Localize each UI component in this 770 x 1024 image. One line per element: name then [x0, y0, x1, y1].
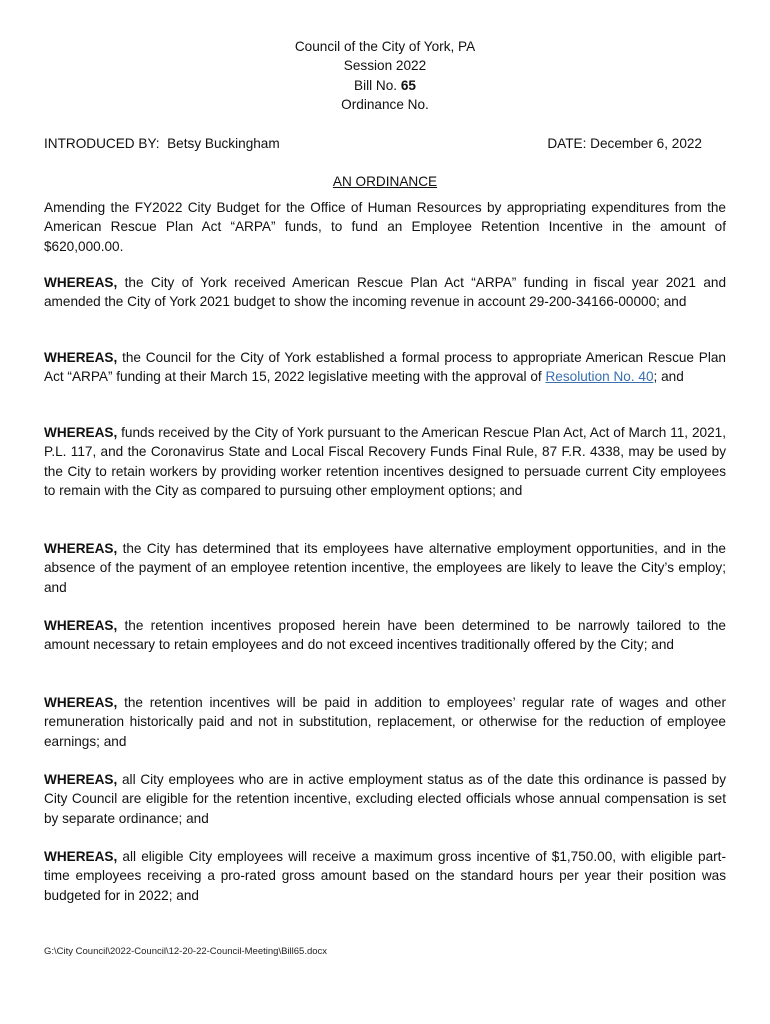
whereas-clause-7	[44, 770, 726, 828]
whereas-clause-6	[44, 693, 726, 751]
bill-prefix: Bill No.	[354, 77, 401, 93]
whereas-lead: WHEREAS,	[44, 618, 118, 633]
whereas-text: the Council for the City of York established a formal process to appropriate American Rescue Plan Act “ARPA” funding at their March 15, 2022 legislative meeting with the approval of	[44, 350, 726, 385]
whereas-text: funds received by the City of York pursuant to the American Rescue Plan Act, Act of March 11, 2021, P.L. 117, and the Coronavirus State and Local Fiscal Recovery Funds Final Rule, 87 F.R. 4338, may be used by the City to retain workers by providing worker retention incentives designed to persuade current City employees to remain with the City as compared to pursuing other employment options; and	[44, 425, 726, 498]
whereas-text: the retention incentives proposed herein have been determined to be narrowly tailored to the amount necessary to retain employees and do not exceed incentives traditionally offered by the City; and	[44, 618, 726, 653]
whereas-clause-8	[44, 847, 726, 905]
ordinance-summary: Amending the FY2022 City Budget for the Office of Human Resources by appropriating expenditures from the American Rescue Plan Act “ARPA” funds, to fund an Employee Retention Incentive in the amount of $620,000.00.	[44, 200, 726, 254]
whereas-lead: WHEREAS,	[44, 425, 118, 440]
ordinance-date: DATE: December 6, 2022	[547, 136, 702, 151]
whereas-lead: WHEREAS,	[44, 350, 118, 365]
whereas-clause-5	[44, 616, 726, 655]
whereas-text: all City employees who are in active employment status as of the date this ordinance is passed by City Council are eligible for the retention incentive, excluding elected officials whose annual compensation is set by separate ordinance; and	[44, 772, 726, 826]
ordinance-title: AN ORDINANCE	[332, 174, 438, 189]
whereas-lead: WHEREAS,	[44, 772, 118, 787]
intro-row	[44, 134, 702, 153]
whereas-clause-3	[44, 423, 726, 500]
ordinance-number: Ordinance No.	[341, 96, 429, 112]
council-name: Council of the City of York, PA	[294, 39, 476, 54]
resolution-40-link[interactable]: Resolution No. 40	[545, 369, 654, 385]
whereas-lead: WHEREAS,	[44, 849, 118, 864]
session-year: Session 2022	[343, 58, 427, 74]
whereas-text: the City has determined that its employees have alternative employment opportunities, and in the absence of the payment of an employee retention incentive, the employees are likely to leave the City’s employ; and	[44, 541, 726, 595]
document-heading	[0, 37, 770, 114]
file-path-footer: G:\City Council\2022-Council\12-20-22-Council-Meeting\Bill65.docx	[44, 946, 328, 957]
whereas-text: all eligible City employees will receive a maximum gross incentive of $1,750.00, with eligible part-time employees receiving a pro-rated gross amount based on the standard hours per year their position was budgeted for in 2022; and	[44, 849, 726, 903]
whereas-lead: WHEREAS,	[44, 275, 118, 290]
whereas-text: the City of York received American Rescue Plan Act “ARPA” funding in fiscal year 2021 and amended the City of York 2021 budget to show the incoming revenue in account 29-200-34166-00000; and	[44, 275, 726, 310]
whereas-clause-2	[44, 348, 726, 387]
whereas-lead: WHEREAS,	[44, 541, 118, 556]
whereas-text: the retention incentives will be paid in addition to employees’ regular rate of wages and other remuneration historically paid and not in substitution, replacement, or otherwise for the reduction of employee earnings; and	[44, 695, 726, 749]
whereas-text-end: ; and	[653, 369, 684, 385]
bill-line	[0, 76, 770, 95]
bill-number: 65	[400, 77, 416, 93]
whereas-clause-4	[44, 539, 726, 597]
introduced-by: INTRODUCED BY: Betsy Buckingham	[44, 136, 280, 151]
whereas-clause-1	[44, 273, 726, 312]
whereas-lead: WHEREAS,	[44, 695, 118, 710]
